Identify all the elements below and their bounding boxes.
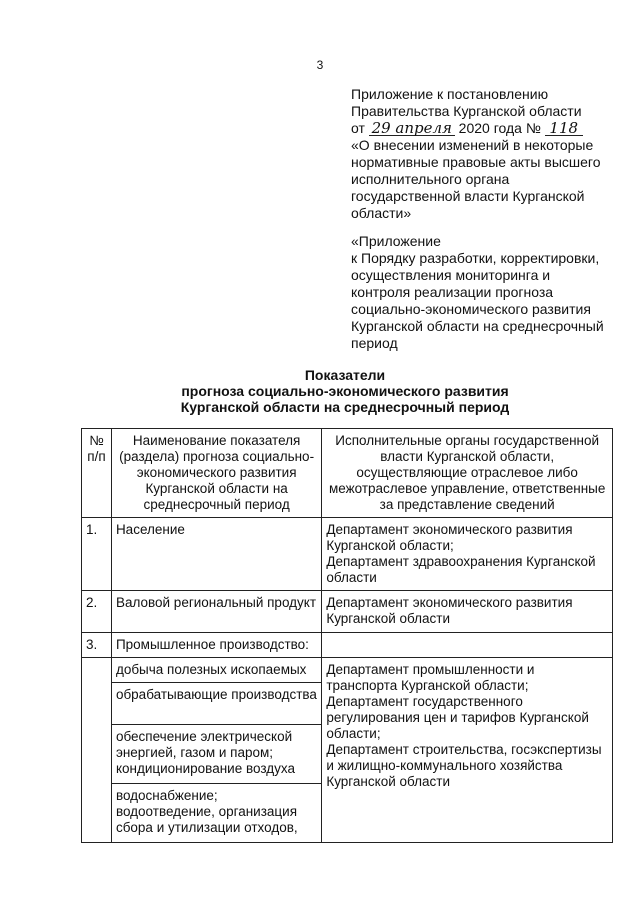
appendix-line: нормативные правовые акты высшего: [351, 154, 601, 170]
page-number: 3: [316, 58, 324, 72]
row-num-empty: [82, 658, 112, 843]
indicators-table: [81, 428, 613, 843]
title-line: Курганской области на среднесрочный период: [180, 399, 510, 415]
appendix-date-line: [351, 120, 621, 137]
appendix-line: области»: [351, 205, 412, 221]
title-line: прогноза социально-экономического развития: [181, 383, 509, 399]
table-row: [82, 658, 613, 683]
department-entry: Департамент государственного регулирования цен и тарифов Курганской области;: [326, 694, 589, 741]
sub-appendix-line: контроля реализации прогноза: [351, 284, 554, 300]
appendix-line: государственной власти Курганской: [351, 188, 585, 204]
title-line: Показатели: [304, 367, 386, 383]
row-name: водоснабжение; водоотведение, организация сбора и утилизации отходов,: [111, 784, 321, 843]
department-entry: Департамент экономического развития Курганской области;: [326, 522, 573, 553]
header-departments: Исполнительные органы государственной власти Курганской области, осуществляющие отраслевое либо межотраслевое управление, ответственные за представление сведений: [322, 429, 613, 518]
table-row: [82, 633, 613, 658]
row-num: 1.: [82, 518, 112, 591]
table-row: [82, 591, 613, 633]
row-name: Валовой региональный продукт: [111, 591, 321, 633]
row-num: 3.: [82, 633, 112, 658]
sub-appendix-line: «Приложение: [351, 233, 441, 249]
row-departments: [322, 518, 613, 591]
sub-appendix-line: осуществления мониторинга и: [351, 267, 551, 283]
header-name: Наименование показателя (раздела) прогноза социально-экономического развития Курганской области на среднесрочный период: [111, 429, 321, 518]
row-departments-empty: [322, 633, 613, 658]
date-prefix: от: [351, 120, 365, 136]
sub-appendix-line: период: [351, 335, 398, 351]
row-name: обеспечение электрической энергией, газом и паром; кондиционирование воздуха: [111, 725, 321, 784]
year-text: 2020 года №: [458, 120, 541, 136]
row-departments: [322, 658, 613, 843]
appendix-block: [351, 86, 621, 222]
department-entry: Департамент промышленности и транспорта Курганской области;: [326, 662, 535, 693]
appendix-line: исполнительного органа: [351, 171, 510, 187]
row-name: добыча полезных ископаемых: [111, 658, 321, 683]
department-entry: Департамент экономического развития Курганской области: [326, 595, 573, 626]
handwritten-number: 118: [545, 121, 583, 136]
sub-appendix-line: к Порядку разработки, корректировки,: [351, 250, 600, 266]
appendix-line: «О внесении изменений в некоторые: [351, 137, 594, 153]
handwritten-date: 29 апреля: [369, 121, 455, 136]
appendix-line: Правительства Курганской области: [351, 103, 582, 119]
header-num: № п/п: [82, 429, 112, 518]
department-entry: Департамент здравоохранения Курганской области: [326, 554, 596, 585]
sub-appendix-block: [351, 233, 621, 352]
appendix-line: Приложение к постановлению: [351, 86, 549, 102]
row-name: Промышленное производство:: [111, 633, 321, 658]
sub-appendix-line: Курганской области на среднесрочный: [351, 318, 604, 334]
row-num: 2.: [82, 591, 112, 633]
department-entry: Департамент строительства, госэкспертизы и жилищно-коммунального хозяйства Курганской области: [326, 742, 602, 789]
row-departments: [322, 591, 613, 633]
row-name: обрабатывающие производства: [111, 683, 321, 725]
document-title: [0, 367, 640, 415]
sub-appendix-line: социально-экономического развития: [351, 301, 591, 317]
table-header-row: [82, 429, 613, 518]
table-row: [82, 518, 613, 591]
row-name: Население: [111, 518, 321, 591]
